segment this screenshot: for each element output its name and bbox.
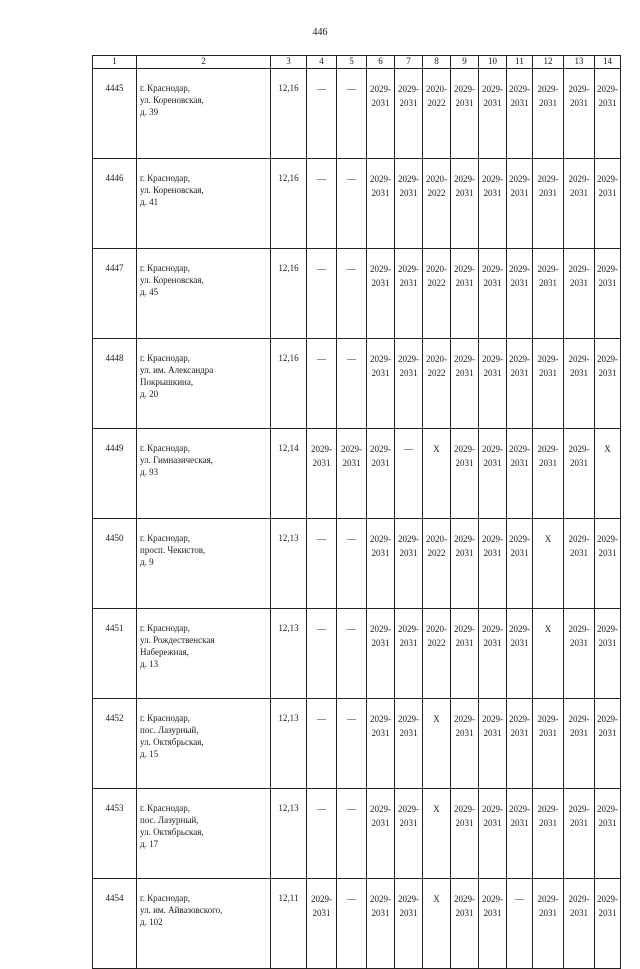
- term-cell: 2029-2031: [595, 249, 621, 339]
- term-cell: 2029-2031: [595, 519, 621, 609]
- term-cell: 2029-2031: [451, 699, 479, 789]
- term-cell: 2029-2031: [367, 519, 395, 609]
- row-number: 4454: [93, 879, 137, 969]
- address-line: г. Краснодар,: [140, 443, 191, 453]
- address-line: д. 20: [140, 389, 159, 399]
- address-line: ул. им. Айвазовского,: [140, 905, 223, 915]
- address-cell: [137, 159, 271, 249]
- row-number: 4447: [93, 249, 137, 339]
- term-cell: —: [307, 699, 337, 789]
- term-cell: X: [533, 519, 564, 609]
- row-number: 4448: [93, 339, 137, 429]
- address-line: г. Краснодар,: [140, 263, 191, 273]
- term-cell: —: [337, 879, 367, 969]
- term-cell: 2029-2031: [395, 789, 423, 879]
- term-cell: —: [307, 609, 337, 699]
- row-number: 4451: [93, 609, 137, 699]
- term-cell: 2029-2031: [367, 879, 395, 969]
- term-cell: —: [507, 879, 533, 969]
- address-line: ул. Октябрьская,: [140, 827, 204, 837]
- term-cell: 2029-2031: [507, 69, 533, 159]
- term-cell: X: [423, 699, 451, 789]
- address-line: пос. Лазурный,: [140, 725, 199, 735]
- address-cell: [137, 429, 271, 519]
- table-row: [93, 789, 621, 879]
- term-cell: 2029-2031: [479, 609, 507, 699]
- column-number-header: 4: [307, 56, 337, 69]
- address-line: д. 93: [140, 467, 159, 477]
- term-cell: —: [307, 339, 337, 429]
- term-cell: 2029-2031: [533, 339, 564, 429]
- address-line: ул. Октябрьская,: [140, 737, 204, 747]
- column-number-header: 1: [93, 56, 137, 69]
- address-line: г. Краснодар,: [140, 353, 191, 363]
- area-value: 12,16: [271, 159, 307, 249]
- table-row: [93, 339, 621, 429]
- address-line: г. Краснодар,: [140, 893, 191, 903]
- address-line: ул. Кореновская,: [140, 95, 204, 105]
- term-cell: X: [595, 429, 621, 519]
- address-line: ул. Кореновская,: [140, 275, 204, 285]
- address-line: ул. им. Александра: [140, 365, 214, 375]
- term-cell: 2029-2031: [595, 339, 621, 429]
- address-cell: [137, 879, 271, 969]
- term-cell: 2029-2031: [451, 69, 479, 159]
- term-cell: 2020-2022: [423, 159, 451, 249]
- term-cell: 2029-2031: [507, 789, 533, 879]
- term-cell: 2029-2031: [367, 609, 395, 699]
- term-cell: 2029-2031: [507, 339, 533, 429]
- term-cell: 2029-2031: [395, 519, 423, 609]
- term-cell: 2029-2031: [479, 249, 507, 339]
- address-cell: [137, 69, 271, 159]
- area-value: 12,13: [271, 519, 307, 609]
- address-cell: [137, 699, 271, 789]
- term-cell: 2029-2031: [479, 699, 507, 789]
- term-cell: 2029-2031: [533, 699, 564, 789]
- term-cell: 2029-2031: [564, 249, 595, 339]
- table-row: [93, 609, 621, 699]
- term-cell: 2020-2022: [423, 69, 451, 159]
- term-cell: 2029-2031: [595, 879, 621, 969]
- table-row: [93, 249, 621, 339]
- term-cell: 2029-2031: [564, 789, 595, 879]
- term-cell: X: [533, 609, 564, 699]
- term-cell: —: [337, 249, 367, 339]
- term-cell: 2029-2031: [367, 159, 395, 249]
- term-cell: 2029-2031: [533, 69, 564, 159]
- address-line: д. 39: [140, 107, 159, 117]
- row-number: 4446: [93, 159, 137, 249]
- term-cell: 2029-2031: [507, 699, 533, 789]
- term-cell: 2029-2031: [595, 159, 621, 249]
- area-value: 12,13: [271, 609, 307, 699]
- table-row: [93, 699, 621, 789]
- term-cell: 2029-2031: [595, 609, 621, 699]
- term-cell: 2029-2031: [595, 699, 621, 789]
- term-cell: 2029-2031: [479, 339, 507, 429]
- term-cell: 2029-2031: [533, 879, 564, 969]
- term-cell: —: [337, 519, 367, 609]
- table-row: [93, 879, 621, 969]
- address-cell: [137, 249, 271, 339]
- term-cell: 2020-2022: [423, 609, 451, 699]
- term-cell: 2029-2031: [451, 429, 479, 519]
- term-cell: 2029-2031: [395, 69, 423, 159]
- row-number: 4453: [93, 789, 137, 879]
- term-cell: —: [307, 249, 337, 339]
- term-cell: 2029-2031: [533, 159, 564, 249]
- column-number-header: 14: [595, 56, 621, 69]
- term-cell: 2029-2031: [479, 159, 507, 249]
- term-cell: 2029-2031: [564, 429, 595, 519]
- area-value: 12,16: [271, 69, 307, 159]
- row-number: 4450: [93, 519, 137, 609]
- column-number-row: [93, 56, 621, 69]
- page-number: 446: [312, 27, 328, 38]
- column-number-header: 5: [337, 56, 367, 69]
- column-number-header: 13: [564, 56, 595, 69]
- term-cell: 2029-2031: [367, 429, 395, 519]
- term-cell: 2029-2031: [479, 429, 507, 519]
- term-cell: 2029-2031: [564, 339, 595, 429]
- term-cell: 2029-2031: [479, 789, 507, 879]
- address-line: д. 45: [140, 287, 159, 297]
- row-number: 4452: [93, 699, 137, 789]
- term-cell: —: [395, 429, 423, 519]
- term-cell: 2029-2031: [507, 519, 533, 609]
- term-cell: 2029-2031: [507, 159, 533, 249]
- address-cell: [137, 609, 271, 699]
- term-cell: 2029-2031: [451, 249, 479, 339]
- term-cell: X: [423, 789, 451, 879]
- term-cell: 2029-2031: [507, 429, 533, 519]
- address-line: Набережная,: [140, 647, 189, 657]
- term-cell: 2029-2031: [479, 69, 507, 159]
- term-cell: 2029-2031: [367, 699, 395, 789]
- address-line: д. 9: [140, 557, 154, 567]
- address-line: д. 17: [140, 839, 159, 849]
- column-number-header: 12: [533, 56, 564, 69]
- term-cell: 2020-2022: [423, 339, 451, 429]
- address-cell: [137, 789, 271, 879]
- term-cell: —: [307, 789, 337, 879]
- term-cell: 2029-2031: [307, 879, 337, 969]
- term-cell: 2029-2031: [507, 609, 533, 699]
- term-cell: 2029-2031: [564, 519, 595, 609]
- column-number-header: 8: [423, 56, 451, 69]
- column-number-header: 6: [367, 56, 395, 69]
- term-cell: 2029-2031: [564, 69, 595, 159]
- address-line: г. Краснодар,: [140, 173, 191, 183]
- table-row: [93, 69, 621, 159]
- term-cell: 2029-2031: [595, 69, 621, 159]
- address-line: пос. Лазурный,: [140, 815, 199, 825]
- term-cell: 2029-2031: [479, 879, 507, 969]
- term-cell: 2029-2031: [451, 519, 479, 609]
- table-row: [93, 429, 621, 519]
- column-number-header: 2: [137, 56, 271, 69]
- column-number-header: 7: [395, 56, 423, 69]
- address-line: ул. Гимназическая,: [140, 455, 214, 465]
- term-cell: 2029-2031: [367, 69, 395, 159]
- address-line: г. Краснодар,: [140, 713, 191, 723]
- column-number-header: 10: [479, 56, 507, 69]
- term-cell: —: [337, 789, 367, 879]
- address-line: Покрышкина,: [140, 377, 194, 387]
- address-line: г. Краснодар,: [140, 533, 191, 543]
- address-cell: [137, 519, 271, 609]
- address-line: г. Краснодар,: [140, 83, 191, 93]
- table-body: [93, 69, 621, 969]
- address-line: ул. Кореновская,: [140, 185, 204, 195]
- term-cell: 2029-2031: [307, 429, 337, 519]
- term-cell: X: [423, 429, 451, 519]
- term-cell: 2029-2031: [367, 789, 395, 879]
- term-cell: 2029-2031: [395, 159, 423, 249]
- term-cell: 2020-2022: [423, 519, 451, 609]
- address-line: д. 41: [140, 197, 159, 207]
- term-cell: —: [307, 159, 337, 249]
- term-cell: 2029-2031: [533, 789, 564, 879]
- term-cell: 2029-2031: [564, 159, 595, 249]
- term-cell: 2029-2031: [564, 699, 595, 789]
- term-cell: 2020-2022: [423, 249, 451, 339]
- address-cell: [137, 339, 271, 429]
- term-cell: —: [307, 69, 337, 159]
- term-cell: 2029-2031: [451, 339, 479, 429]
- address-line: д. 15: [140, 749, 159, 759]
- area-value: 12,16: [271, 339, 307, 429]
- address-line: просп. Чекистов,: [140, 545, 206, 555]
- term-cell: —: [337, 339, 367, 429]
- column-number-header: 3: [271, 56, 307, 69]
- term-cell: —: [337, 609, 367, 699]
- term-cell: X: [423, 879, 451, 969]
- table-row: [93, 519, 621, 609]
- term-cell: 2029-2031: [367, 339, 395, 429]
- term-cell: —: [337, 69, 367, 159]
- term-cell: 2029-2031: [507, 249, 533, 339]
- row-number: 4445: [93, 69, 137, 159]
- term-cell: 2029-2031: [533, 429, 564, 519]
- term-cell: 2029-2031: [451, 879, 479, 969]
- address-line: ул. Рождественская: [140, 635, 215, 645]
- column-number-header: 9: [451, 56, 479, 69]
- term-cell: 2029-2031: [395, 609, 423, 699]
- area-value: 12,14: [271, 429, 307, 519]
- term-cell: 2029-2031: [451, 789, 479, 879]
- term-cell: 2029-2031: [367, 249, 395, 339]
- address-line: д. 102: [140, 917, 163, 927]
- area-value: 12,13: [271, 699, 307, 789]
- term-cell: 2029-2031: [395, 699, 423, 789]
- term-cell: 2029-2031: [451, 159, 479, 249]
- row-number: 4449: [93, 429, 137, 519]
- term-cell: 2029-2031: [564, 879, 595, 969]
- term-cell: 2029-2031: [451, 609, 479, 699]
- term-cell: 2029-2031: [564, 609, 595, 699]
- term-cell: —: [337, 159, 367, 249]
- term-cell: 2029-2031: [595, 789, 621, 879]
- term-cell: 2029-2031: [395, 879, 423, 969]
- area-value: 12,13: [271, 789, 307, 879]
- term-cell: —: [337, 699, 367, 789]
- term-cell: 2029-2031: [337, 429, 367, 519]
- term-cell: 2029-2031: [533, 249, 564, 339]
- column-number-header: 11: [507, 56, 533, 69]
- term-cell: 2029-2031: [395, 339, 423, 429]
- term-cell: —: [307, 519, 337, 609]
- term-cell: 2029-2031: [395, 249, 423, 339]
- address-line: г. Краснодар,: [140, 803, 191, 813]
- area-value: 12,11: [271, 879, 307, 969]
- area-value: 12,16: [271, 249, 307, 339]
- address-line: г. Краснодар,: [140, 623, 191, 633]
- address-line: д. 13: [140, 659, 159, 669]
- register-table: [92, 55, 621, 969]
- table-row: [93, 159, 621, 249]
- term-cell: 2029-2031: [479, 519, 507, 609]
